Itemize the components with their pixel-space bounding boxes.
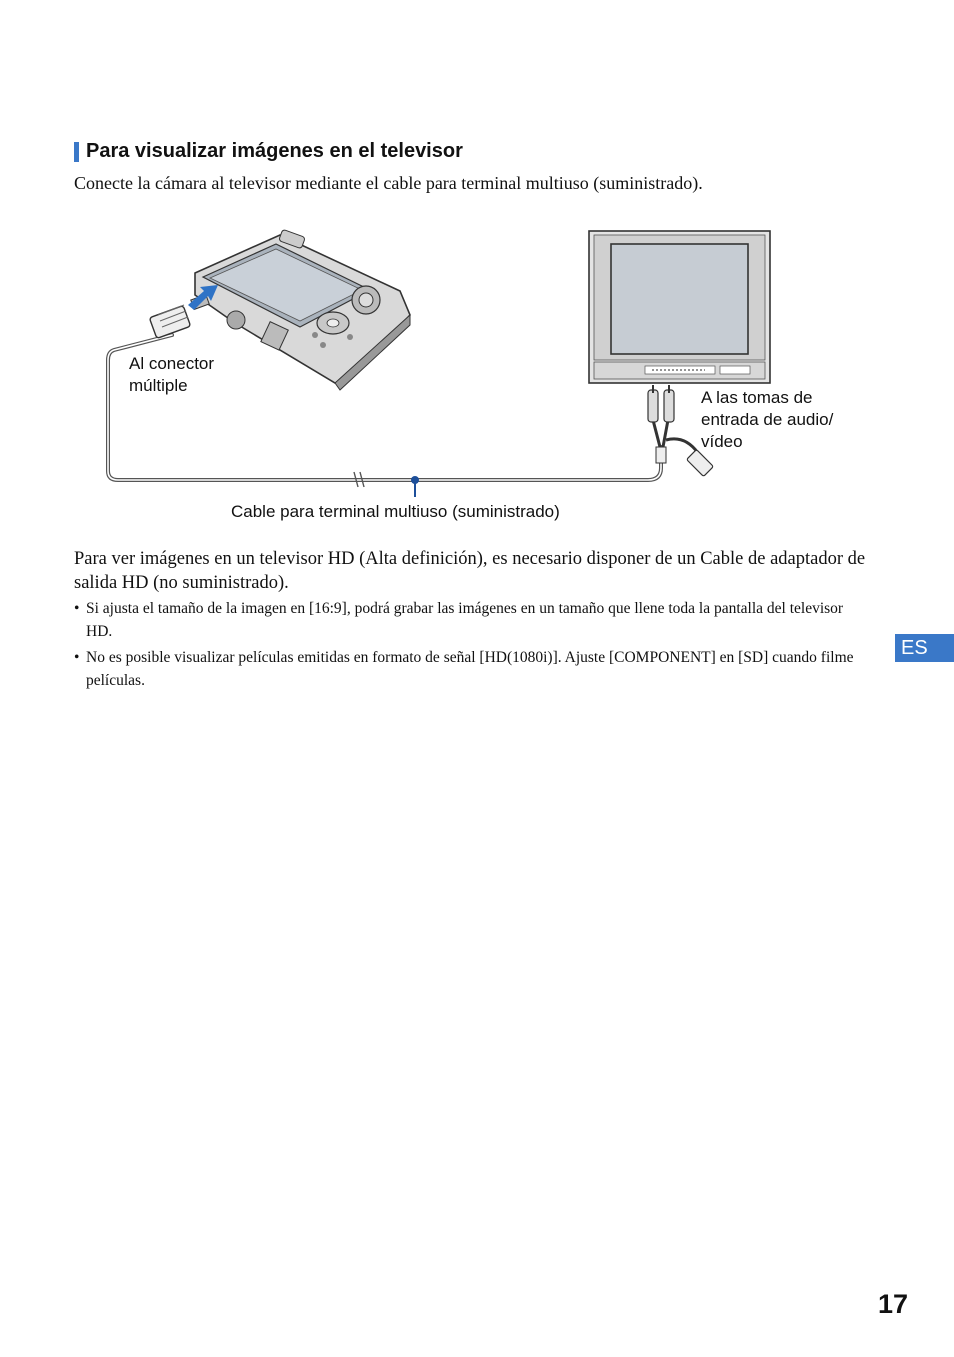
note-item <box>74 598 864 643</box>
label-cable: Cable para terminal multiuso (suministrado) <box>231 502 560 521</box>
page-number: 17 <box>878 1289 909 1319</box>
notes-list <box>74 598 864 696</box>
note-text: Si ajusta el tamaño de la imagen en [16:9], podrá grabar las imágenes en un tamaño que llene toda la pantalla del televisor HD. <box>86 600 844 640</box>
tv-drawing <box>589 231 770 383</box>
heading-text: Para visualizar imágenes en el televisor <box>86 140 463 162</box>
label-connector: Al conector múltiple <box>129 354 215 395</box>
heading-marker <box>74 142 79 162</box>
label-av-inputs: A las tomas de entrada de audio/ vídeo <box>701 388 834 451</box>
bullet-icon: • <box>74 600 80 617</box>
language-tab: ES <box>895 634 954 662</box>
intro-text: Conecte la cámara al televisor mediante el cable para terminal multiuso (suministrado). <box>74 173 703 193</box>
hd-paragraph: Para ver imágenes en un televisor HD (Alta definición), es necesario disponer de un Cable de adaptador de salida HD (no suministrado). <box>74 549 866 593</box>
connection-figure <box>100 225 880 535</box>
note-item <box>74 647 864 692</box>
section-heading <box>74 140 463 163</box>
note-text: No es posible visualizar películas emitidas en formato de señal [HD(1080i)]. Ajuste [COMPONENT] en [SD] cuando filme películas. <box>86 649 854 689</box>
bullet-icon: • <box>74 649 80 666</box>
